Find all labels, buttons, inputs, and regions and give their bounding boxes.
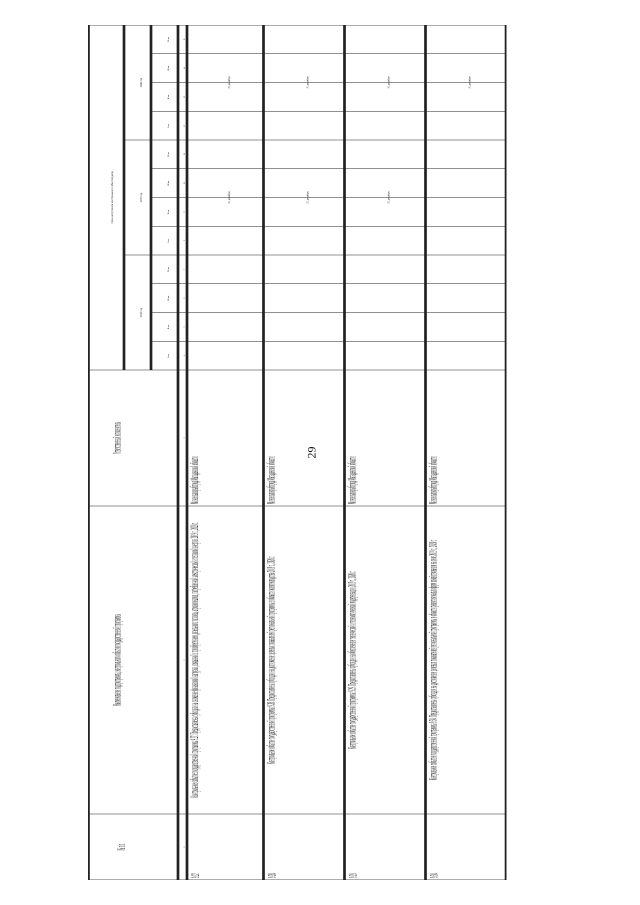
row-responsible: Минсельхозрыбпрод Магаданской области	[344, 456, 359, 504]
header-quarter: IV кв.	[168, 36, 170, 43]
column-index: 9	[184, 211, 187, 213]
row-responsible: Минсельхозрыбпрод Магаданской области	[263, 456, 278, 504]
column-index: 14	[184, 67, 187, 70]
row-event-name: Контрольное событие государственной программы 9.29. Предоставлены субсидии на обеспечение технической и технологической модернизации 2019 г., 2020 г.	[344, 571, 359, 749]
row-date-2019: 31 декабря	[306, 191, 310, 204]
row-number: 9.29.	[345, 872, 360, 878]
header-responsible: Ответственный исполнитель	[109, 422, 124, 454]
row-date-2020: 31 декабря	[387, 76, 391, 89]
header-quarter: III кв.	[168, 65, 170, 71]
row-event-name: Контрольное событие государственной программы 9.30. Предоставлены субсидии на достижение целевых показателей региональной программы в области развития малых форм хозяйствования на селе 2019 г., 2020 г.	[425, 539, 440, 781]
row-date-2020: 31 декабря	[468, 76, 472, 89]
column-index: 10	[184, 182, 187, 185]
header-quarter: I кв.	[168, 123, 170, 128]
column-index: 5	[184, 326, 187, 328]
column-index: 4	[184, 355, 187, 357]
row-number: 9.27.	[188, 872, 202, 878]
column-index: 11	[184, 153, 187, 156]
row-date-2019: 31 декабря	[227, 191, 231, 204]
header-year-1: 2018 год	[140, 307, 143, 318]
column-index: 13	[184, 95, 187, 98]
row-event-name: Контрольное событие государственной программы 9.27. Предоставлены субсидии на снижение финансовой нагрузки, связанной с приобретением дизельного топлива, агрохимикатов, потребленной электрической и тепловой энергии 2019 г., 2020 г.	[186, 522, 201, 798]
row-date-2019: 31 декабря	[387, 191, 391, 204]
column-index: 2	[184, 659, 187, 661]
header-year-3: 2020 год	[140, 77, 143, 88]
row-event-name: Контрольное событие государственной программы 9.28. Предоставлены субсидии на достижение целевых показателей региональной программы в области животноводства 2019 г., 2020 г.	[263, 556, 278, 764]
row-responsible: Минсельхозрыбпрод Магаданской области	[425, 456, 440, 504]
header-quarter: IV кв.	[168, 266, 170, 273]
row-number: 9.30.	[426, 872, 441, 878]
header-quarter: II кв.	[168, 324, 170, 330]
header-quarter: II кв.	[168, 94, 170, 100]
header-num: № п/п	[113, 843, 128, 851]
control-events-table	[88, 25, 507, 880]
header-term: Срок наступления контрольного события (дата)	[110, 171, 114, 224]
header-quarter: II кв.	[168, 209, 170, 215]
row-number: 9.28.	[264, 872, 279, 878]
table-wrapper	[88, 25, 472, 880]
header-quarter: IV кв.	[168, 151, 170, 158]
column-index: 15	[184, 38, 187, 41]
column-index: 7	[184, 268, 187, 270]
column-index: 12	[184, 124, 187, 127]
header-name: Наименование подпрограммы, контрольного события государственной программы	[109, 614, 124, 706]
header-quarter: I кв.	[168, 353, 170, 358]
header-quarter: III кв.	[168, 295, 170, 301]
header-year-2: 2019 год	[140, 192, 143, 203]
header-quarter: III кв.	[168, 180, 170, 186]
row-responsible: Минсельхозрыбпрод Магаданской области	[187, 456, 202, 504]
header-quarter: I кв.	[168, 238, 170, 243]
column-index: 3	[184, 437, 187, 439]
column-index: 6	[184, 297, 187, 299]
column-index: 1	[184, 846, 187, 848]
page-number: 29	[304, 446, 319, 459]
column-index: 8	[184, 240, 187, 242]
row-date-2020: 31 декабря	[227, 76, 231, 89]
row-date-2020: 31 декабря	[306, 76, 310, 89]
